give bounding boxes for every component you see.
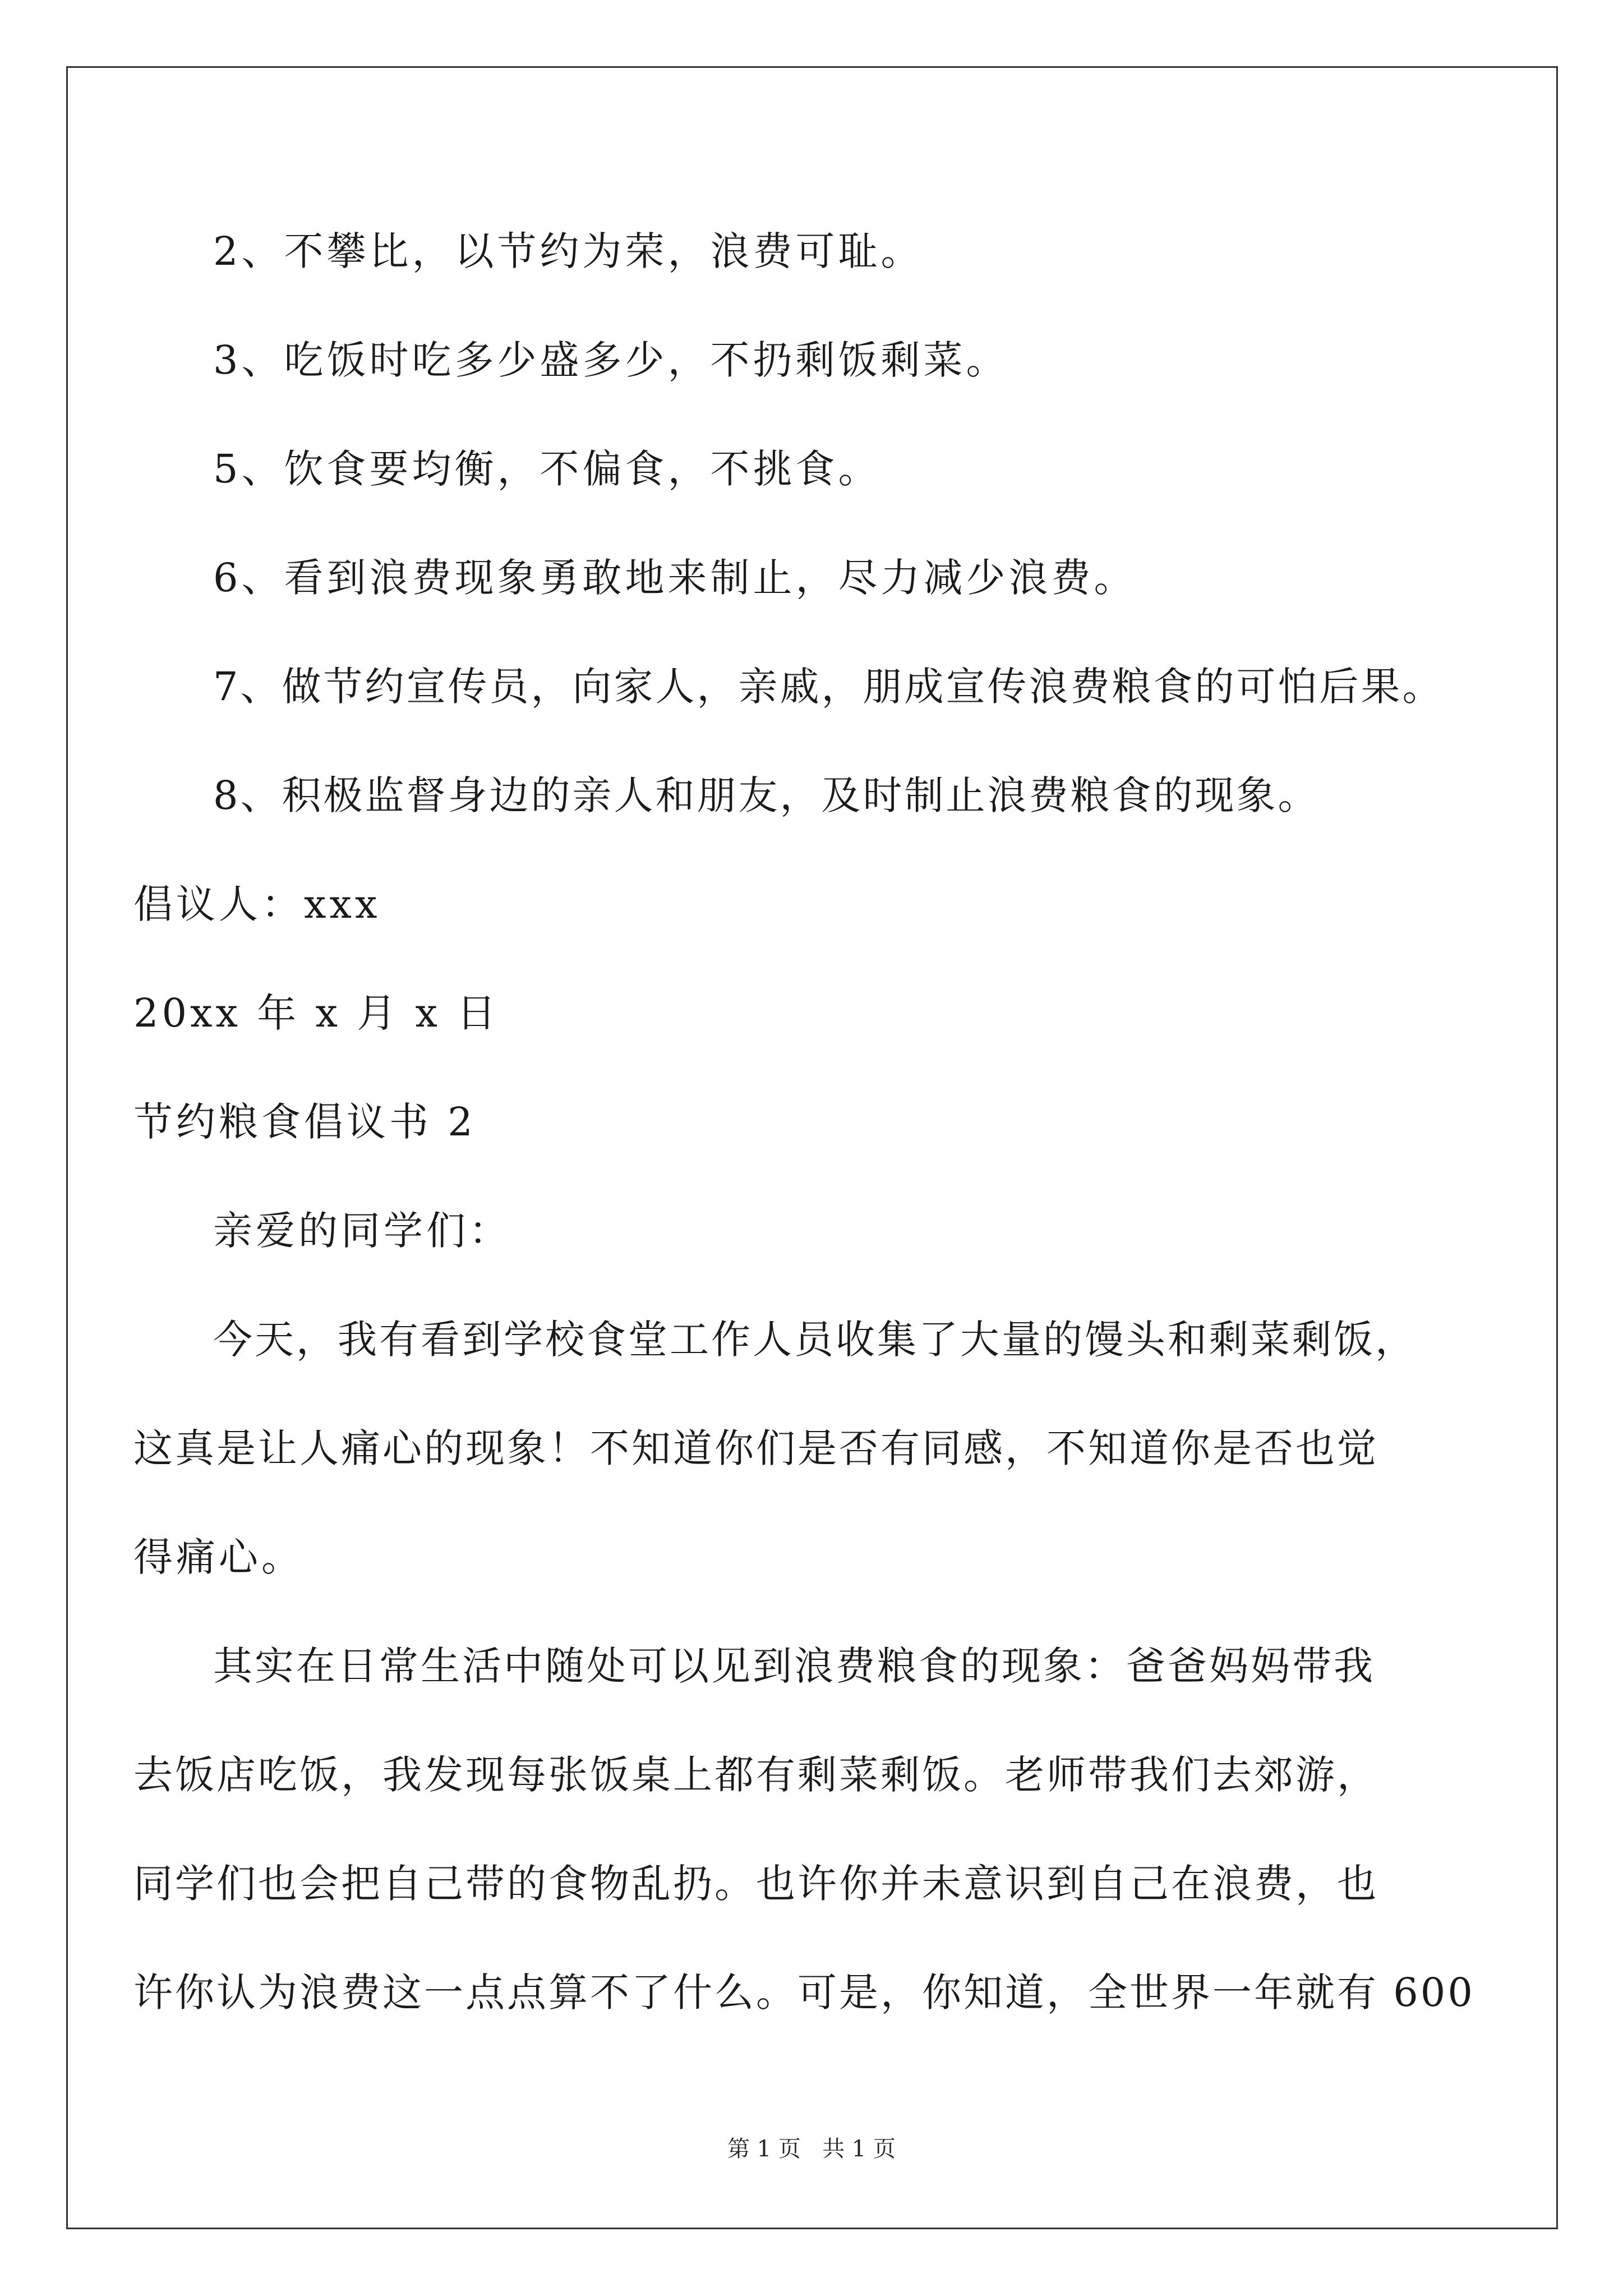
- list-item: 6、看到浪费现象勇敢地来制止，尽力减少浪费。: [213, 555, 1137, 601]
- paragraph-line: 其实在日常生活中随处可以见到浪费粮食的现象：爸爸妈妈带我: [213, 1643, 1375, 1689]
- signature-proposer: 倡议人：xxx: [133, 881, 381, 927]
- signature-date: 20xx 年 x 月 x 日: [133, 990, 500, 1036]
- paragraph-line: 去饭店吃饭，我发现每张饭桌上都有剩菜剩饭。老师带我们去郊游，: [133, 1752, 1378, 1798]
- list-item: 7、做节约宣传员，向家人，亲戚，朋成宣传浪费粮食的可怕后果。: [213, 664, 1444, 710]
- list-item: 3、吃饭时吃多少盛多少，不扔剩饭剩菜。: [213, 337, 1009, 383]
- section-title: 节约粮食倡议书 2: [133, 1099, 476, 1145]
- page-footer: 第 1 页 共 1 页: [727, 2136, 896, 2162]
- paragraph-line: 得痛心。: [133, 1534, 304, 1580]
- document-body: [133, 0, 1491, 2296]
- list-item: 5、饮食要均衡，不偏食，不挑食。: [213, 446, 881, 492]
- greeting: 亲爱的同学们：: [213, 1208, 511, 1254]
- list-item: 8、积极监督身边的亲人和朋友，及时制止浪费粮食的现象。: [213, 772, 1320, 818]
- paragraph-line: 同学们也会把自己带的食物乱扔。也许你并未意识到自己在浪费，也: [133, 1861, 1378, 1907]
- list-item: 2、不攀比，以节约为荣，浪费可耻。: [213, 228, 924, 274]
- paragraph-line: 许你认为浪费这一点点算不了什么。可是，你知道，全世界一年就有 600: [133, 1970, 1475, 2016]
- paragraph-line: 这真是让人痛心的现象！不知道你们是否有同感，不知道你是否也觉: [133, 1425, 1378, 1471]
- paragraph-line: 今天，我有看到学校食堂工作人员收集了大量的馒头和剩菜剩饭，: [213, 1317, 1417, 1363]
